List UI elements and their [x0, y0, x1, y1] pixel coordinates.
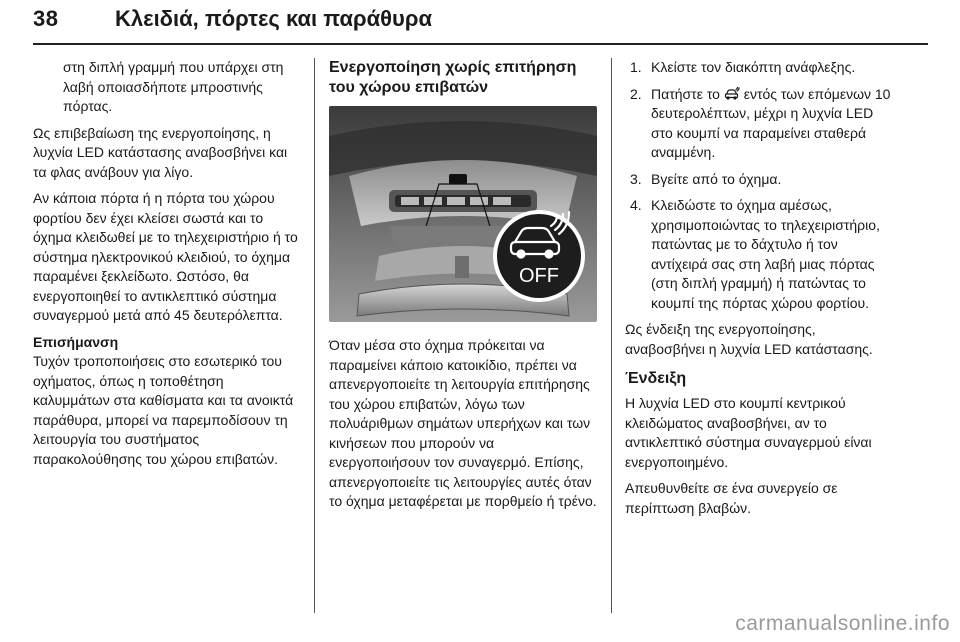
- note-title: Επισήμανση: [33, 333, 119, 350]
- interior-monitoring-figure: [329, 106, 597, 322]
- step-text: Βγείτε από το όχημα.: [651, 170, 782, 187]
- activation-steps: [625, 58, 895, 313]
- activation-confirmation-text: Ως επιβεβαίωση της ενεργοποίησης, η λυχνία LED κατάστασης αναβοσβήνει και τα φλας ανάβουν για λίγο.: [33, 124, 288, 180]
- step-number: 2.: [630, 85, 642, 102]
- activation-indication-text: Ως ένδειξη της ενεργοποίησης, αναβοσβήνει η λυχνία LED κατάστασης.: [625, 321, 873, 357]
- column-left: [33, 58, 301, 476]
- step-text: Κλειδώστε το όχημα αμέσως, χρησιμοποιώντας το τηλεχειριστήριο, πατώντας με το δάχτυλο ή τον αντίχειρά σας στη λαβή μιας πόρτας (στη διπλή γραμμή) ή πατώντας το κουμπί της πόρτας χώρου φορτίου.: [651, 197, 880, 311]
- page-header: [33, 6, 928, 42]
- header-divider: [33, 43, 928, 45]
- note-text: Τυχόν τροποποιήσεις στο εσωτερικό του οχήματος, όπως η τοποθέτηση καλυμμάτων στα καθίσματα και τα ανοικτά παράθυρα, μπορεί να παρεμποδίσουν τη λειτουργία του συστήματος παρακολούθησης του χώρου επιβατών.: [33, 353, 294, 467]
- step-text-pre: Πατήστε το: [651, 85, 720, 102]
- car-ultrasonic-sensor-icon: [724, 87, 740, 101]
- step-item: [625, 85, 895, 163]
- step-text: [651, 85, 895, 163]
- column-divider-2: [611, 58, 612, 613]
- column-right: [625, 58, 895, 525]
- section-title-indication: Ένδειξη: [625, 370, 687, 387]
- page-number: 38: [33, 6, 59, 31]
- step-number: 1.: [630, 59, 642, 75]
- off-button-label: OFF: [519, 265, 559, 287]
- led-indication-text: Η λυχνία LED στο κουμπί κεντρικού κλειδώματος αναβοσβήνει, αν το αντικλεπτικό σύστημα συναγερμού είναι ενεργοποιημένο.: [625, 395, 872, 470]
- overhead-console-illustration: [329, 106, 597, 322]
- continuation-text: στη διπλή γραμμή που υπάρχει στη λαβή οποιασδήποτε μπροστινής πόρτας.: [63, 59, 284, 114]
- step-text-post: εντός των επόμενων 10 δευτερολέπτων, μέχρι η λυχνία LED στο κουμπί να παραμείνει σταθερά αναμμένη.: [651, 85, 891, 160]
- chapter-title: Κλειδιά, πόρτες και παράθυρα: [115, 6, 432, 31]
- watermark: carmanualsonline.info: [735, 612, 950, 635]
- door-not-closed-text: Αν κάποια πόρτα ή η πόρτα του χώρου φορτίου δεν έχει κλείσει σωστά και το όχημα κλειδωθεί με το τηλεχειριστήριο ή το σύστημα ηλεκτρονικού κλειδιού, το όχημα παραμένει ξεκλείδωτο. Ωστόσο, θα ενεργοποιηθεί το αντικλεπτικό σύστημα συναγερμού μετά από 45 δευτερόλεπτα.: [33, 190, 298, 323]
- step-item: [625, 170, 895, 190]
- step-number: 3.: [630, 170, 642, 187]
- step-item: [625, 58, 895, 78]
- step-text: Κλείστε τον διακόπτη ανάφλεξης.: [651, 59, 856, 75]
- workshop-text: Απευθυνθείτε σε ένα συνεργείο σε περίπτωση βλαβών.: [625, 480, 838, 516]
- step-number: 4.: [630, 197, 642, 213]
- step-item: [625, 196, 895, 313]
- pet-warning-text: Όταν μέσα στο όχημα πρόκειται να παραμείνει κάποιο κατοικίδιο, πρέπει να απενεργοποιείτε τη λειτουργία επιτήρησης του χώρου επιβατών, λόγω των πολυάριθμων σημάτων υπερήχων και των κινήσεων που μπορούν να ενεργοποιήσουν τον συναγερμό. Επίσης, απενεργοποιείτε τις λειτουργίες αυτές όταν το όχημα μεταφέρεται με πορθμείο ή τρένο.: [329, 337, 597, 509]
- column-divider-1: [314, 58, 315, 613]
- section-title-activation: Ενεργοποίηση χωρίς επιτήρηση του χώρου επιβατών: [329, 59, 577, 96]
- column-middle: [329, 58, 599, 519]
